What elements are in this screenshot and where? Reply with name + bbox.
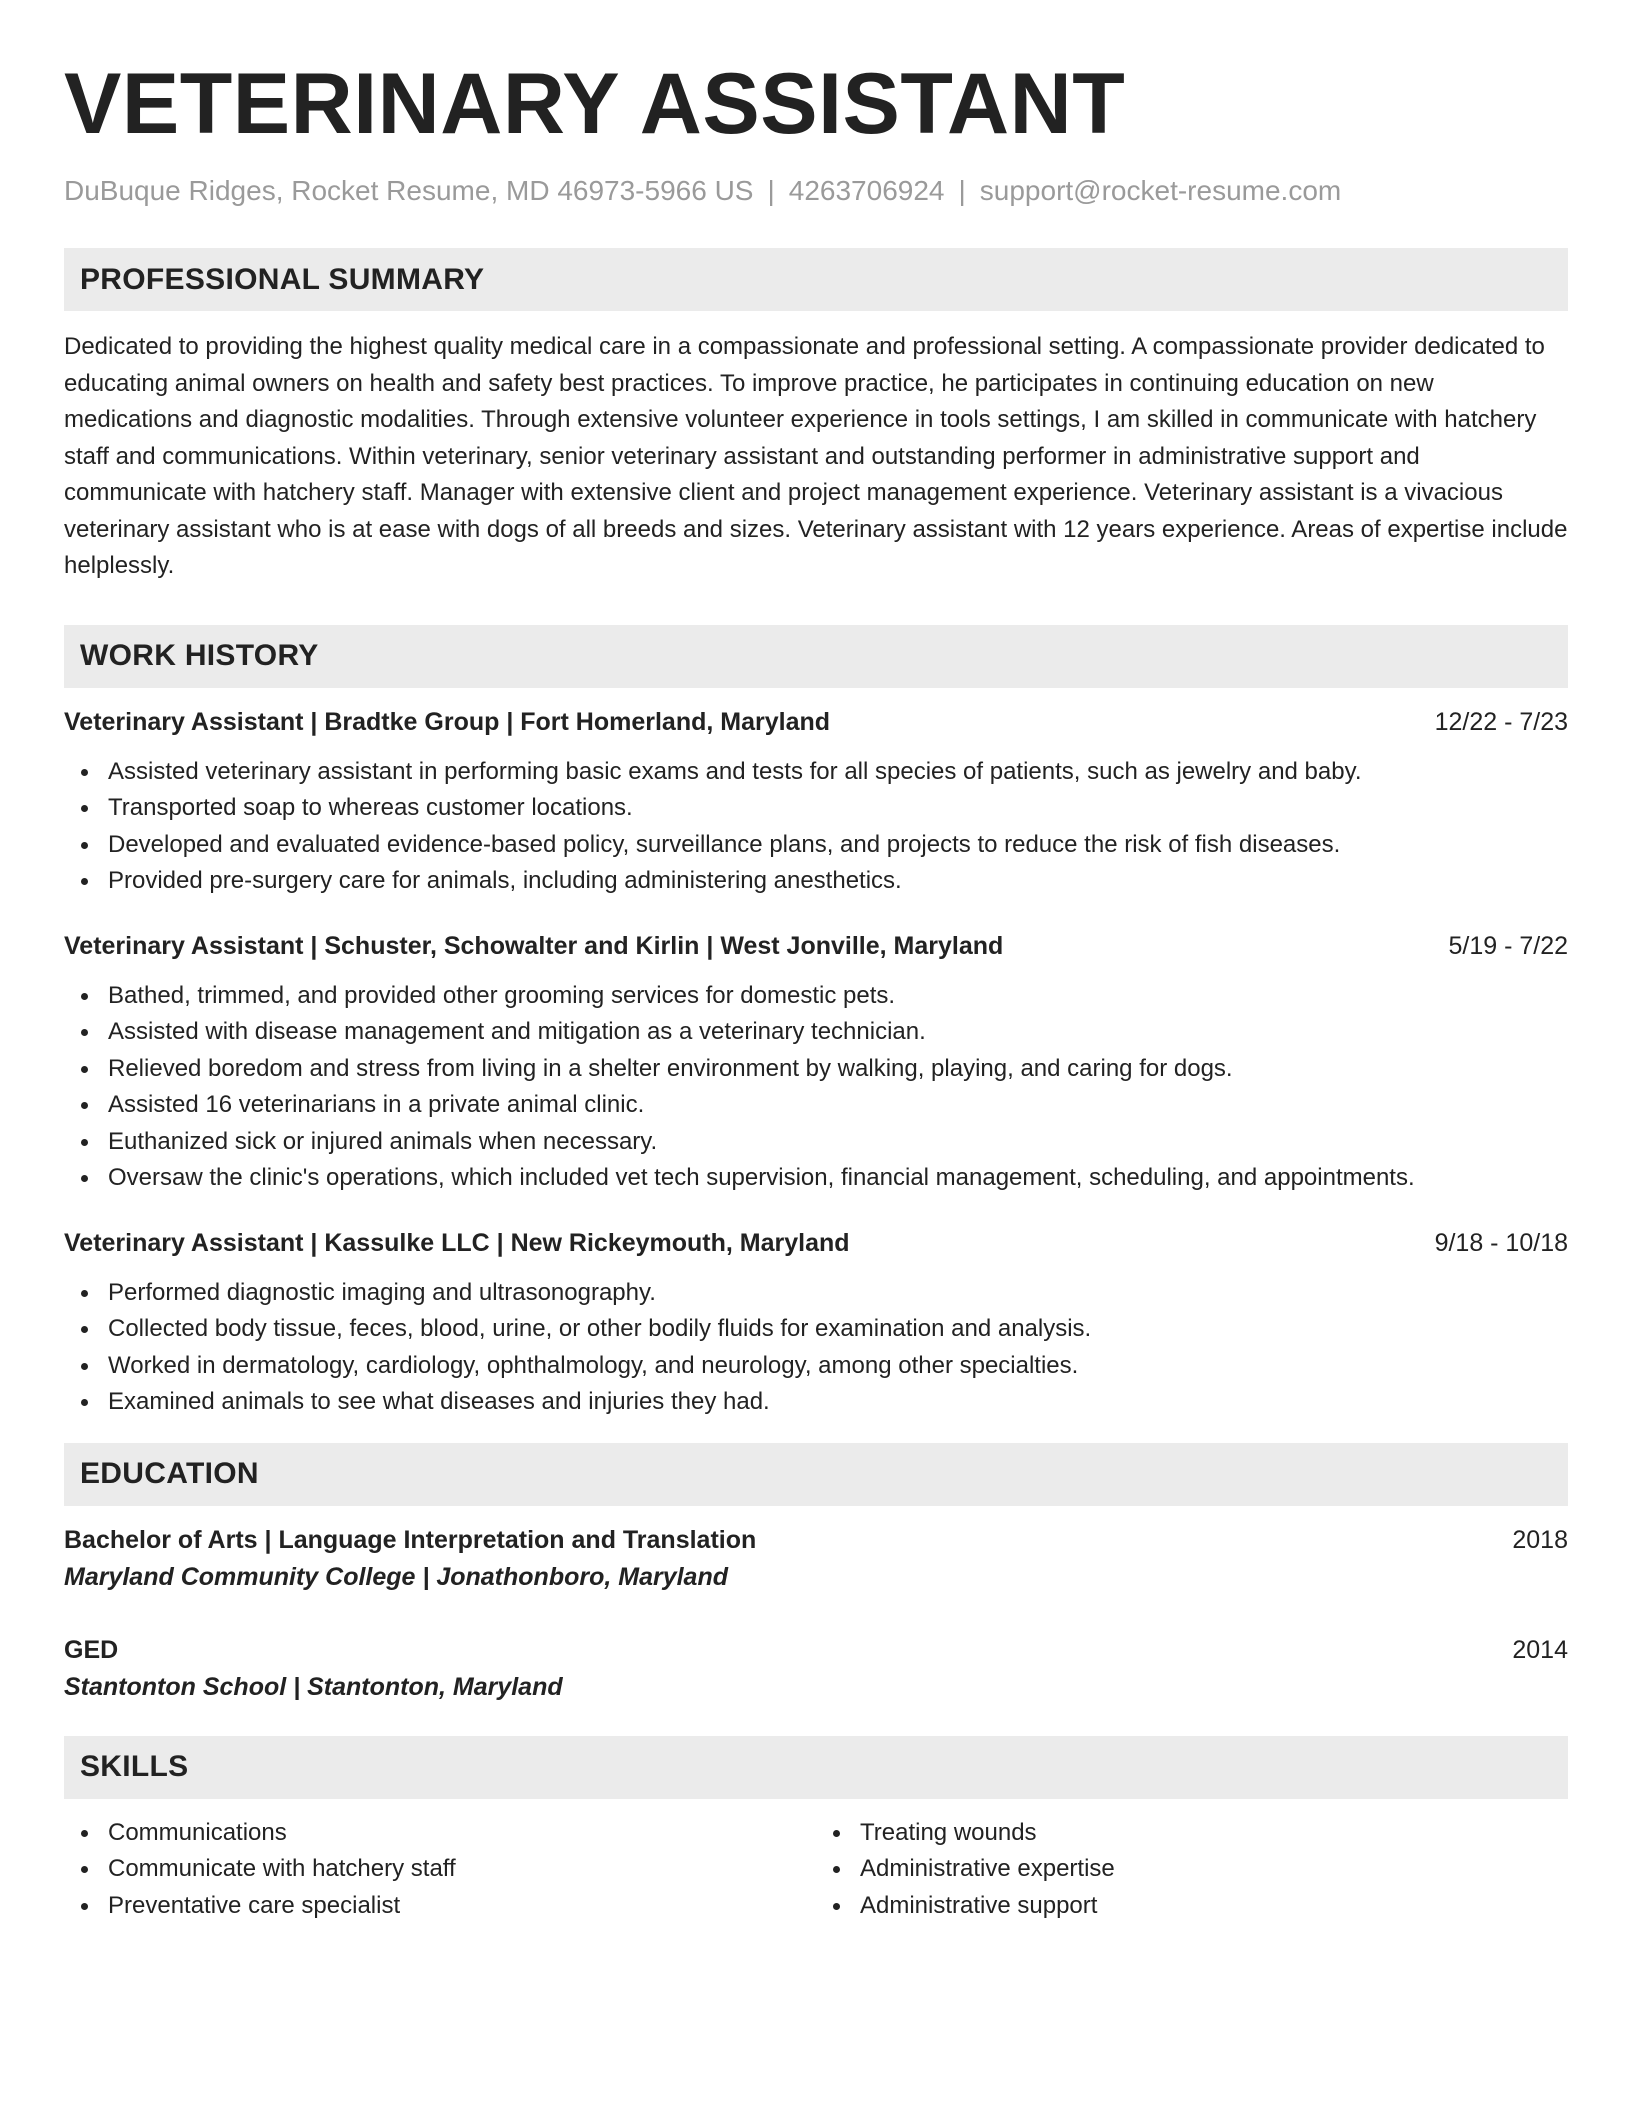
graduation-year: 2018: [1512, 1525, 1568, 1554]
list-item: Assisted with disease management and mitigation as a veterinary technician.: [64, 1014, 1568, 1051]
skills-column-left: [64, 1815, 816, 1925]
job-entry: [64, 928, 1568, 1197]
job-title: Veterinary Assistant | Schuster, Schowalter and Kirlin | West Jonville, Maryland: [64, 931, 1004, 960]
job-header: [64, 1225, 1568, 1261]
school: Maryland Community College | Jonathonboro, Maryland: [64, 1562, 729, 1591]
job-bullets: [64, 754, 1568, 900]
phone: 4263706924: [788, 175, 945, 206]
job-title: Veterinary Assistant | Bradtke Group | Fort Homerland, Maryland: [64, 707, 831, 736]
section-header-skills: [64, 1736, 1568, 1799]
job-dates: 12/22 - 7/23: [1434, 707, 1568, 736]
education-entry: [64, 1632, 1568, 1706]
list-item: Worked in dermatology, cardiology, ophthalmology, and neurology, among other specialties.: [64, 1348, 1568, 1385]
job-title: Veterinary Assistant | Kassulke LLC | New Rickeymouth, Maryland: [64, 1228, 850, 1257]
skill-item: Communicate with hatchery staff: [64, 1851, 816, 1888]
job-entry: [64, 704, 1568, 900]
list-item: Bathed, trimmed, and provided other grooming services for domestic pets.: [64, 978, 1568, 1015]
job-dates: 9/18 - 10/18: [1434, 1228, 1568, 1257]
list-item: Collected body tissue, feces, blood, urine, or other bodily fluids for examination and analysis.: [64, 1311, 1568, 1348]
section-title: WORK HISTORY: [80, 639, 319, 672]
degree: GED: [64, 1635, 119, 1664]
section-title: EDUCATION: [80, 1457, 259, 1490]
section-header-summary: [64, 248, 1568, 311]
contact-separator: |: [958, 175, 966, 206]
school: Stantonton School | Stantonton, Maryland: [64, 1672, 563, 1701]
address: DuBuque Ridges, Rocket Resume, MD 46973-5966 US: [64, 175, 754, 206]
resume-title: VETERINARY ASSISTANT: [64, 56, 1126, 152]
list-item: Relieved boredom and stress from living in a shelter environment by walking, playing, and caring for dogs.: [64, 1051, 1568, 1088]
degree: Bachelor of Arts | Language Interpretation and Translation: [64, 1525, 757, 1554]
section-header-work: [64, 625, 1568, 688]
job-bullets: [64, 978, 1568, 1197]
list-item: Assisted veterinary assistant in performing basic exams and tests for all species of patients, such as jewelry and baby.: [64, 754, 1568, 791]
skill-item: Preventative care specialist: [64, 1888, 816, 1925]
list-item: Performed diagnostic imaging and ultrasonography.: [64, 1275, 1568, 1312]
job-bullets: [64, 1275, 1568, 1421]
skills-column-right: [816, 1815, 1568, 1925]
graduation-year: 2014: [1512, 1635, 1568, 1664]
list-item: Transported soap to whereas customer locations.: [64, 790, 1568, 827]
skill-item: Treating wounds: [816, 1815, 1568, 1852]
list-item: Oversaw the clinic's operations, which included vet tech supervision, financial management, scheduling, and appointments.: [64, 1160, 1568, 1197]
contact-line: [64, 174, 1568, 208]
skill-item: Communications: [64, 1815, 816, 1852]
education-entry: [64, 1522, 1568, 1596]
skill-item: Administrative expertise: [816, 1851, 1568, 1888]
summary-text: Dedicated to providing the highest quality medical care in a compassionate and professional setting. A compassionate provider dedicated to educating animal owners on health and safety best practices. To improve practice, he participates in continuing education on new medications and diagnostic modalities. Through extensive volunteer experience in tools settings, I am skilled in communicate with hatchery staff and communications. Within veterinary, senior veterinary assistant and outstanding performer in administrative support and communicate with hatchery staff. Manager with extensive client and project management experience. Veterinary assistant is a vivacious veterinary assistant who is at ease with dogs of all breeds and sizes. Veterinary assistant with 12 years experience. Areas of expertise include helplessly.: [64, 333, 1568, 579]
job-dates: 5/19 - 7/22: [1448, 931, 1568, 960]
section-header-education: [64, 1443, 1568, 1506]
job-entry: [64, 1225, 1568, 1421]
list-item: Assisted 16 veterinarians in a private animal clinic.: [64, 1087, 1568, 1124]
skills-grid: [64, 1815, 1568, 1925]
skill-item: Administrative support: [816, 1888, 1568, 1925]
email: support@rocket-resume.com: [979, 175, 1342, 206]
education-header: [64, 1632, 1568, 1668]
education-header: [64, 1522, 1568, 1558]
section-title: PROFESSIONAL SUMMARY: [80, 262, 485, 296]
list-item: Euthanized sick or injured animals when necessary.: [64, 1124, 1568, 1161]
contact-separator: |: [767, 175, 775, 206]
job-header: [64, 928, 1568, 964]
job-header: [64, 704, 1568, 740]
section-title: SKILLS: [80, 1750, 189, 1783]
list-item: Developed and evaluated evidence-based policy, surveillance plans, and projects to reduce the risk of fish diseases.: [64, 827, 1568, 864]
list-item: Examined animals to see what diseases and injuries they had.: [64, 1384, 1568, 1421]
list-item: Provided pre-surgery care for animals, including administering anesthetics.: [64, 863, 1568, 900]
